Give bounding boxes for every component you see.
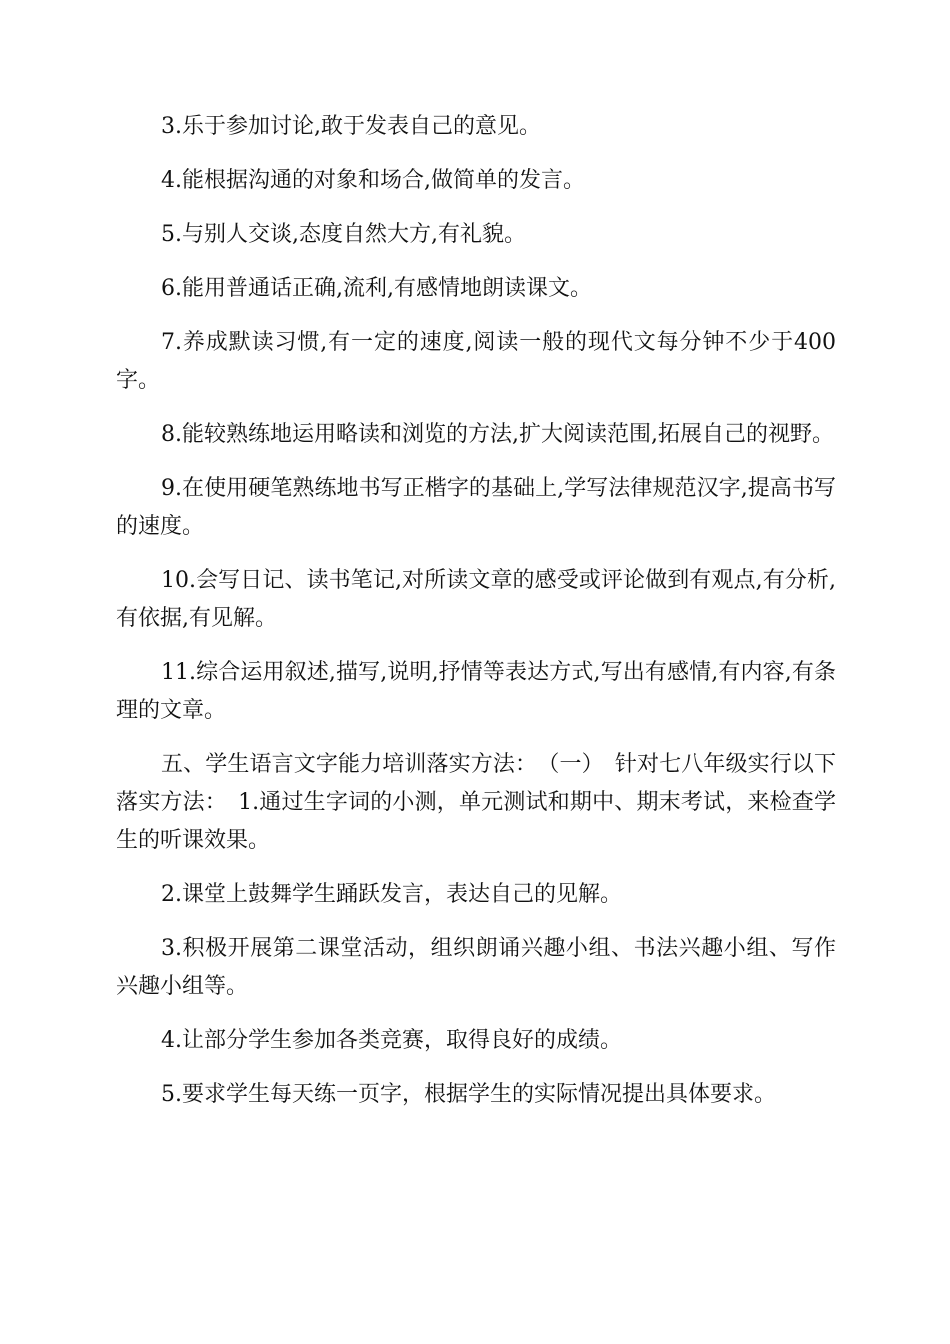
paragraph-2: 4.能根据沟通的对象和场合,做简单的发言。 [161, 168, 585, 193]
paragraph-3: 5.与别人交谈,态度自然大方,有礼貌。 [161, 222, 526, 247]
paragraph-7: 9.在使用硬笔熟练地书写正楷字的基础上,学写法律规范汉字,提高书写的速度。 [116, 476, 836, 539]
paragraph-4: 6.能用普通话正确,流利,有感情地朗读课文。 [161, 276, 592, 301]
paragraph-9: 11.综合运用叙述,描写,说明,抒情等表达方式,写出有感情,有内容,有条理的文章。 [116, 660, 836, 723]
paragraph-10: 五、学生语言文字能力培训落实方法： （一） 针对七八年级实行以下落实方法： 1.通过生字词的小测，单元测试和期中、期末考试，来检查学生的听课效果。 [116, 752, 836, 853]
paragraph-14: 5.要求学生每天练一页字，根据学生的实际情况提出具体要求。 [161, 1082, 776, 1107]
paragraph-11: 2.课堂上鼓舞学生踊跃发言，表达自己的见解。 [161, 882, 622, 907]
document-body [116, 108, 836, 1130]
paragraph-1: 3.乐于参加讨论,敢于发表自己的意见。 [161, 114, 541, 139]
paragraph-12: 3.积极开展第二课堂活动，组织朗诵兴趣小组、书法兴趣小组、写作兴趣小组等。 [116, 936, 836, 999]
paragraph-13: 4.让部分学生参加各类竞赛，取得良好的成绩。 [161, 1028, 622, 1053]
paragraph-5: 7.养成默读习惯,有一定的速度,阅读一般的现代文每分钟不少于400字。 [116, 330, 836, 393]
paragraph-6: 8.能较熟练地运用略读和浏览的方法,扩大阅读范围,拓展自己的视野。 [161, 422, 834, 447]
paragraph-8: 10.会写日记、读书笔记,对所读文章的感受或评论做到有观点,有分析,有依据,有见解。 [116, 568, 836, 631]
